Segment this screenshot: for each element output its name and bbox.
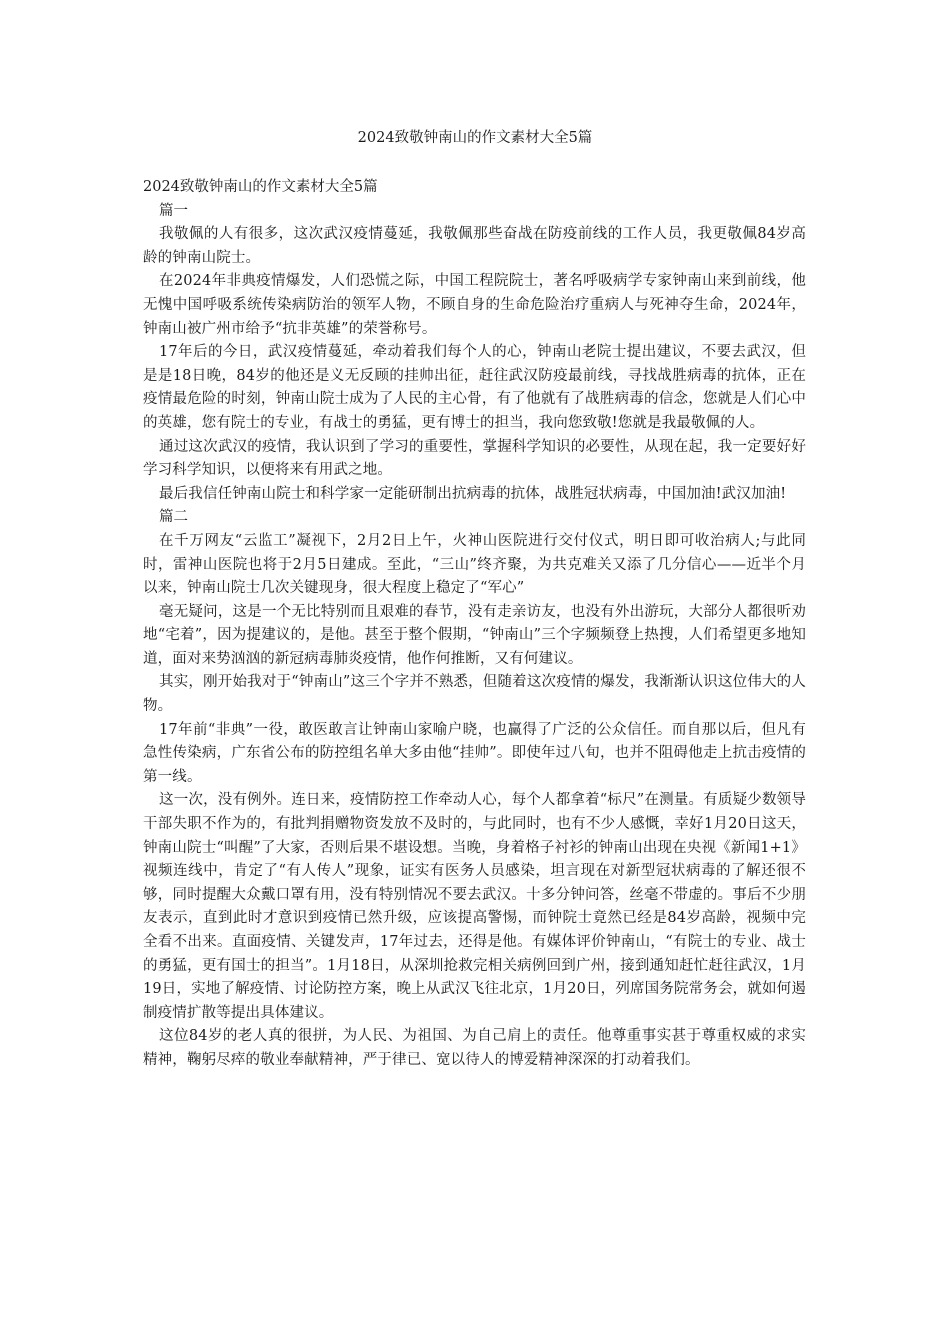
- paragraph: 17年前“非典”一役，敢医敢言让钟南山家喻户晓，也赢得了广泛的公众信任。而自那以后，但凡有急性传染病，广东省公布的防控组名单大多由他“挂帅”。即使年过八旬，也并不阻碍他走上抗击疫情的第一线。: [143, 721, 806, 785]
- paragraph: 这一次，没有例外。连日来，疫情防控工作牵动人心，每个人都拿着“标尺”在测量。有质疑少数领导干部失职不作为的，有批判捐赠物资发放不及时的，与此同时，也有不少人感慨，幸好1月20日这天，钟南山院士“叫醒”了大家，否则后果不堪设想。当晚，身着格子衬衫的钟南山出现在央视《新闻1+1》视频连线中，肯定了“有人传人”现象，证实有医务人员感染，坦言现在对新型冠状病毒的了解还很不够，同时提醒大众戴口罩有用，没有特别情况不要去武汉。十多分钟问答，丝毫不带虚的。事后不少朋友表示，直到此时才意识到疫情已然升级，应该提高警惕，而钟院士竟然已经是84岁高龄，视频中完全看不出来。直面疫情、关键发声，17年过去，还得是他。有媒体评价钟南山，“有院士的专业、战士的勇猛，更有国士的担当”。1月18日，从深圳抢救完相关病例回到广州，接到通知赶忙赶往武汉，1月19日，实地了解疫情、讨论防控方案，晚上从武汉飞往北京，1月20日，列席国务院常务会，就如何遏制疫情扩散等提出具体建议。: [143, 792, 806, 1021]
- paragraph: 在2024年非典疫情爆发，人们恐慌之际，中国工程院院士，著名呼吸病学专家钟南山来到前线，他无愧中国呼吸系统传染病防治的领军人物，不顾自身的生命危险治疗重病人与死神夺生命，2024年，钟南山被广州市给予“抗非英雄”的荣誉称号。: [143, 273, 806, 337]
- section-heading-2: 篇二: [159, 509, 188, 526]
- section-heading-1: 篇一: [159, 202, 188, 219]
- paragraph: 17年后的今日，武汉疫情蔓延，牵动着我们每个人的心，钟南山老院士提出建议，不要去武汉，但是是18日晚，84岁的他还是义无反顾的挂帅出征，赶往武汉防疫最前线，寻找战胜病毒的抗体，正在疫情最危险的时刻，钟南山院士成为了人民的主心骨，有了他就有了战胜病毒的信念，您就是人们心中的英雄，您有院士的专业，有战士的勇猛，更有博士的担当，我向您致敬!您就是我最敬佩的人。: [143, 344, 806, 431]
- paragraph: 通过这次武汉的疫情，我认识到了学习的重要性，掌握科学知识的必要性，从现在起，我一定要好好学习科学知识，以便将来有用武之地。: [143, 438, 806, 479]
- paragraph: 我敬佩的人有很多，这次武汉疫情蔓延，我敬佩那些奋战在防疫前线的工作人员，我更敬佩84岁高龄的钟南山院士。: [143, 226, 806, 266]
- paragraph: 其实，刚开始我对于“钟南山”这三个字并不熟悉，但随着这次疫情的爆发，我渐渐认识这位伟大的人物。: [143, 674, 806, 715]
- document-subtitle: 2024致敬钟南山的作文素材大全5篇: [143, 179, 378, 195]
- paragraph: 毫无疑问，这是一个无比特别而且艰难的春节，没有走亲访友，也没有外出游玩，大部分人都很听劝地“宅着”，因为提建议的，是他。甚至于整个假期，“钟南山”三个字频频登上热搜，人们希望更多地知道，面对来势汹汹的新冠病毒肺炎疫情，他作何推断，又有何建议。: [143, 603, 806, 667]
- paragraph: 这位84岁的老人真的很拼，为人民、为祖国、为自己肩上的责任。他尊重事实甚于尊重权威的求实精神，鞠躬尽瘁的敬业奉献精神，严于律已、宽以待人的博爱精神深深的打动着我们。: [143, 1028, 806, 1068]
- document-body: [143, 176, 806, 1073]
- document-title: 2024致敬钟南山的作文素材大全5篇: [357, 130, 593, 146]
- paragraph: 在千万网友“云监工”凝视下，2月2日上午，火神山医院进行交付仪式，明日即可收治病人;与此同时，雷神山医院也将于2月5日建成。至此，“三山”终齐聚，为共克难关又添了几分信心——近半个月以来，钟南山院士几次关键现身，很大程度上稳定了“军心”: [143, 532, 806, 597]
- paragraph: 最后我信任钟南山院士和科学家一定能研制出抗病毒的抗体，战胜冠状病毒，中国加油!武汉加油!: [159, 485, 787, 502]
